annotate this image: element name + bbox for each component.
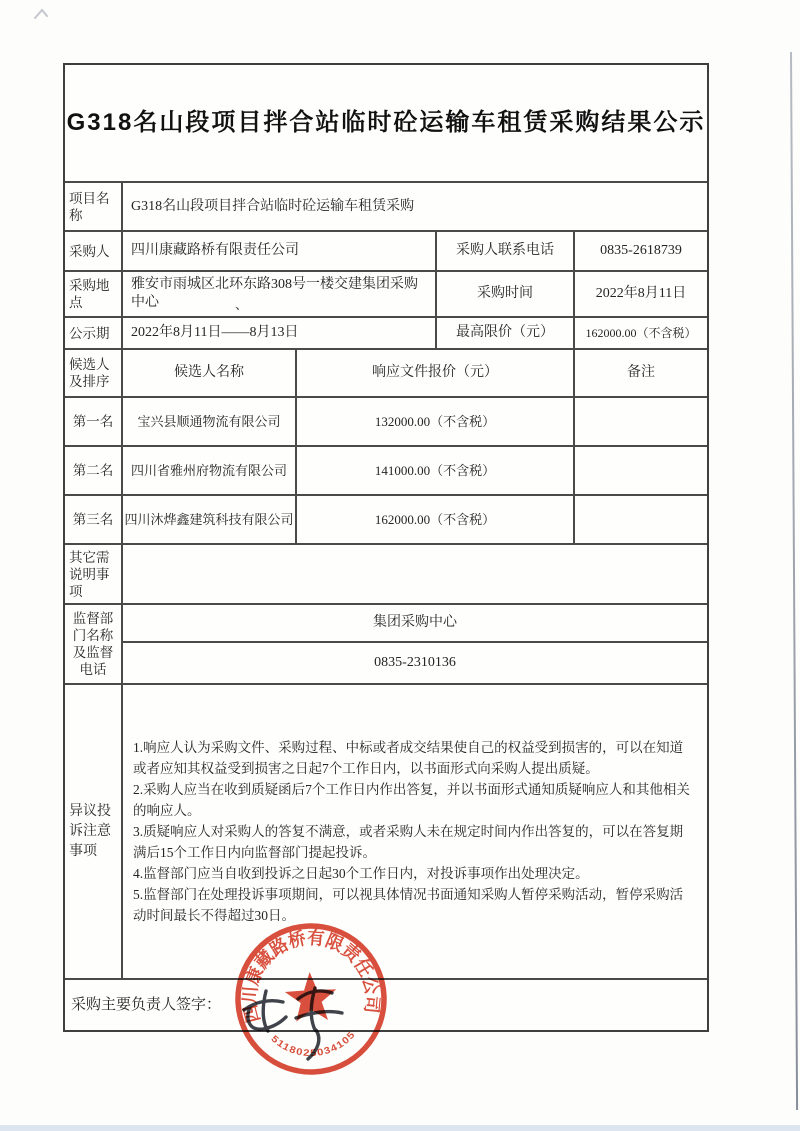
candidate-rank-cell: 第一名 (65, 398, 123, 447)
buyer-phone-value-cell: 0835-2618739 (575, 232, 707, 272)
project-value-cell: G318名山段项目拌合站临时砼运输车租赁采购 (123, 183, 707, 232)
handwritten-signature (236, 980, 364, 1064)
other-notes-label-cell: 其它需说明事项 (65, 545, 123, 605)
price-cap-value-cell: 162000.00（不含税） (575, 318, 707, 350)
location-label-cell: 采购地点 (65, 272, 123, 318)
objection-item: 3.质疑响应人对采购人的答复不满意，或者采购人未在规定时间内作出答复的，可以在答复期满后15个工作日内向监督部门提起投诉。 (133, 824, 684, 860)
candidates-header-label-cell: 候选人及排序 (65, 350, 123, 398)
candidate-price-cell: 141000.00（不含税） (297, 447, 575, 496)
objection-item: 4.监督部门应当自收到投诉之日起30个工作日内，对投诉事项作出处理决定。 (133, 866, 589, 881)
buyer-label-cell: 采购人 (65, 232, 123, 272)
candidate-name-cell: 宝兴县顺通物流有限公司 (123, 398, 297, 447)
location-text: 雅安市雨城区北环东路308号一楼交建集团采购中心 (131, 277, 418, 310)
other-notes-value-cell (123, 545, 707, 605)
candidate-name-cell: 四川省雅州府物流有限公司 (123, 447, 297, 496)
comma-mark: 、 (235, 297, 249, 312)
time-value-cell: 2022年8月11日 (575, 272, 707, 318)
buyer-phone-label-cell: 采购人联系电话 (437, 232, 575, 272)
time-label-cell: 采购时间 (437, 272, 575, 318)
objection-notes-cell (123, 685, 707, 980)
location-value-cell (123, 272, 437, 318)
scan-edge-line (790, 52, 798, 1110)
page-title: G318名山段项目拌合站临时砼运输车租赁采购结果公示 (65, 65, 707, 183)
candidate-price-cell: 132000.00（不含税） (297, 398, 575, 447)
candidate-name-cell: 四川沐烨鑫建筑科技有限公司 (123, 496, 297, 545)
objection-item: 1.响应人认为采购文件、采购过程、中标或者成交结果使自己的权益受到损害的，可以在知道或者应知其权益受到损害之日起7个工作日内，以书面形式向采购人提出质疑。 (133, 740, 684, 776)
buyer-name-cell: 四川康藏路桥有限责任公司 (123, 232, 437, 272)
candidate-rank-cell: 第三名 (65, 496, 123, 545)
supervision-label-cell: 监督部门名称及监督电话 (65, 605, 123, 685)
candidates-remark-header-cell: 备注 (575, 350, 707, 398)
publicity-value-cell: 2022年8月11日——8月13日 (123, 318, 437, 350)
scan-bottom-strip (0, 1125, 800, 1131)
supervision-dept-cell: 集团采购中心 (123, 605, 707, 643)
signature-label: 采购主要负责人签字： (71, 997, 222, 1013)
publicity-label-cell: 公示期 (65, 318, 123, 350)
candidate-remark-cell (575, 496, 707, 545)
project-label-cell: 项目名称 (65, 183, 123, 232)
seal-company-text: 四川康藏路桥有限责任公司 (239, 927, 383, 1025)
candidate-remark-cell (575, 398, 707, 447)
scan-corner-mark (33, 6, 51, 22)
objection-item: 2.采购人应当在收到质疑函后7个工作日内作出答复，并以书面形式通知质疑响应人和其他相关的响应人。 (133, 782, 690, 818)
seal-number-text: 5118025034105 (268, 1029, 358, 1060)
objection-label-cell: 异议投诉注意事项 (65, 685, 123, 980)
candidate-rank-cell: 第二名 (65, 447, 123, 496)
candidate-price-cell: 162000.00（不含税） (297, 496, 575, 545)
objection-item: 5.监督部门在处理投诉事项期间，可以视具体情况书面通知采购人暂停采购活动，暂停采购活动时间最长不得超过30日。 (133, 887, 684, 923)
supervision-phone-cell: 0835-2310136 (123, 643, 707, 685)
candidate-remark-cell (575, 447, 707, 496)
price-cap-label-cell: 最高限价（元） (437, 318, 575, 350)
candidates-price-header-cell: 响应文件报价（元） (297, 350, 575, 398)
candidates-name-header-cell: 候选人名称 (123, 350, 297, 398)
announcement-table (63, 63, 709, 1032)
